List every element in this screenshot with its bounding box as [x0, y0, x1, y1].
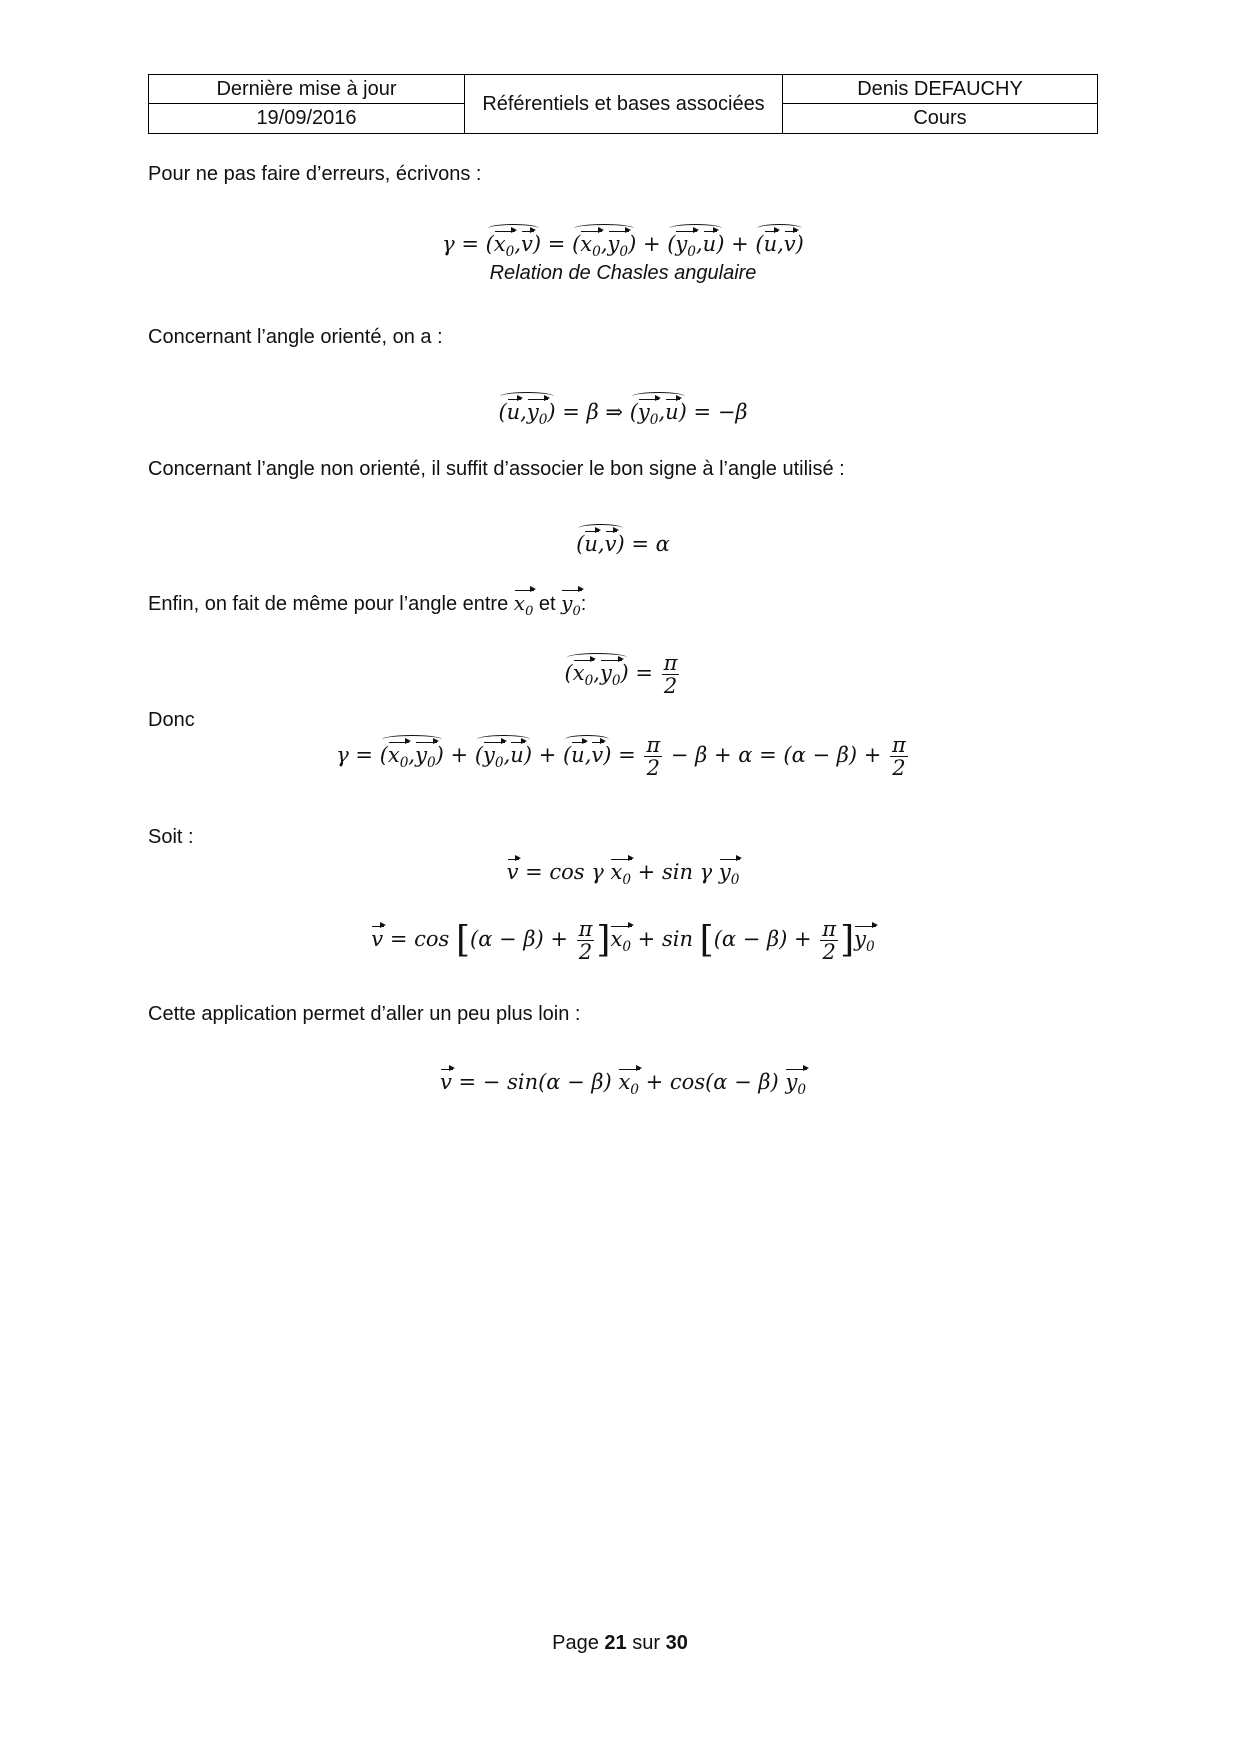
paragraph-non-oriented-angle: Concernant l’angle non orienté, il suffit d’associer le bon signe à l’angle utilisé : [148, 458, 845, 480]
of-label: sur [632, 1632, 661, 1654]
page-footer [0, 1632, 1240, 1655]
document-type: Cours [913, 107, 967, 129]
equation-chasles: $\gamma = (x_0,v) = (x_0,y_0) + (y_0,u) + (u,v)$ [148, 228, 1098, 260]
vector-x0: $x_0$ [513, 591, 534, 619]
header-table [148, 74, 1098, 134]
paragraph-oriented-angle: Concernant l’angle orienté, on a : [148, 326, 443, 348]
equation-beta: $(u,y_0) = \beta$ ⇒ $(y_0,u) = -\beta$ [148, 396, 1098, 428]
last-update-label: Dernière mise à jour [149, 75, 465, 104]
angle-between-text-end: : [580, 593, 587, 615]
paragraph-donc: Donc [148, 709, 195, 731]
author-name: Denis DEFAUCHY [783, 75, 1097, 104]
equation-right-angle: $(x_0,y_0)$ = $\frac{\pi}{2}$ [564, 651, 678, 699]
paragraph-application: Cette application permet d’aller un peu plus loin : [148, 1003, 581, 1025]
paragraph-intro: Pour ne pas faire d’erreurs, écrivons : [148, 163, 482, 185]
equation-gamma: $\gamma = (x_0,y_0) + (y_0,u) + (u,v)$ = $\frac{\pi}{2}$ − β + α = (α − β) + $\frac{\pi}{2}$ [336, 733, 906, 781]
page-number: 21 [604, 1632, 627, 1654]
document-title: Référentiels et bases associées [465, 75, 783, 133]
angle-between-text-start: Enfin, on fait de même pour l’angle entre [148, 593, 509, 615]
update-date: 19/09/2016 [149, 104, 465, 133]
angle-between-text-mid: et [538, 593, 556, 615]
caption-chasles: Relation de Chasles angulaire [489, 262, 757, 284]
equation-alpha: (u,v) = α [148, 528, 1098, 556]
page-total: 30 [665, 1632, 688, 1654]
equation-v-gamma: v = cos γ $x_0 + \sin \gamma$ $y_0$ [506, 860, 740, 889]
page-label: Page [552, 1632, 599, 1654]
paragraph-soit: Soit : [148, 826, 194, 848]
equation-v-expanded: v = cos [(α − β) + $\frac{\pi}{2}$ ]$x_0 + \sin [(\alpha - \beta)$ + $\frac{\pi}{2}$ ]$y_0$ [371, 917, 875, 965]
vector-y0: $y_0$ [561, 591, 581, 619]
paragraph-angle-between [148, 591, 586, 619]
equation-v-final: v = − sin(α − β) $x_0 + \cos(\alpha - \beta)$ $y_0$ [439, 1070, 806, 1099]
